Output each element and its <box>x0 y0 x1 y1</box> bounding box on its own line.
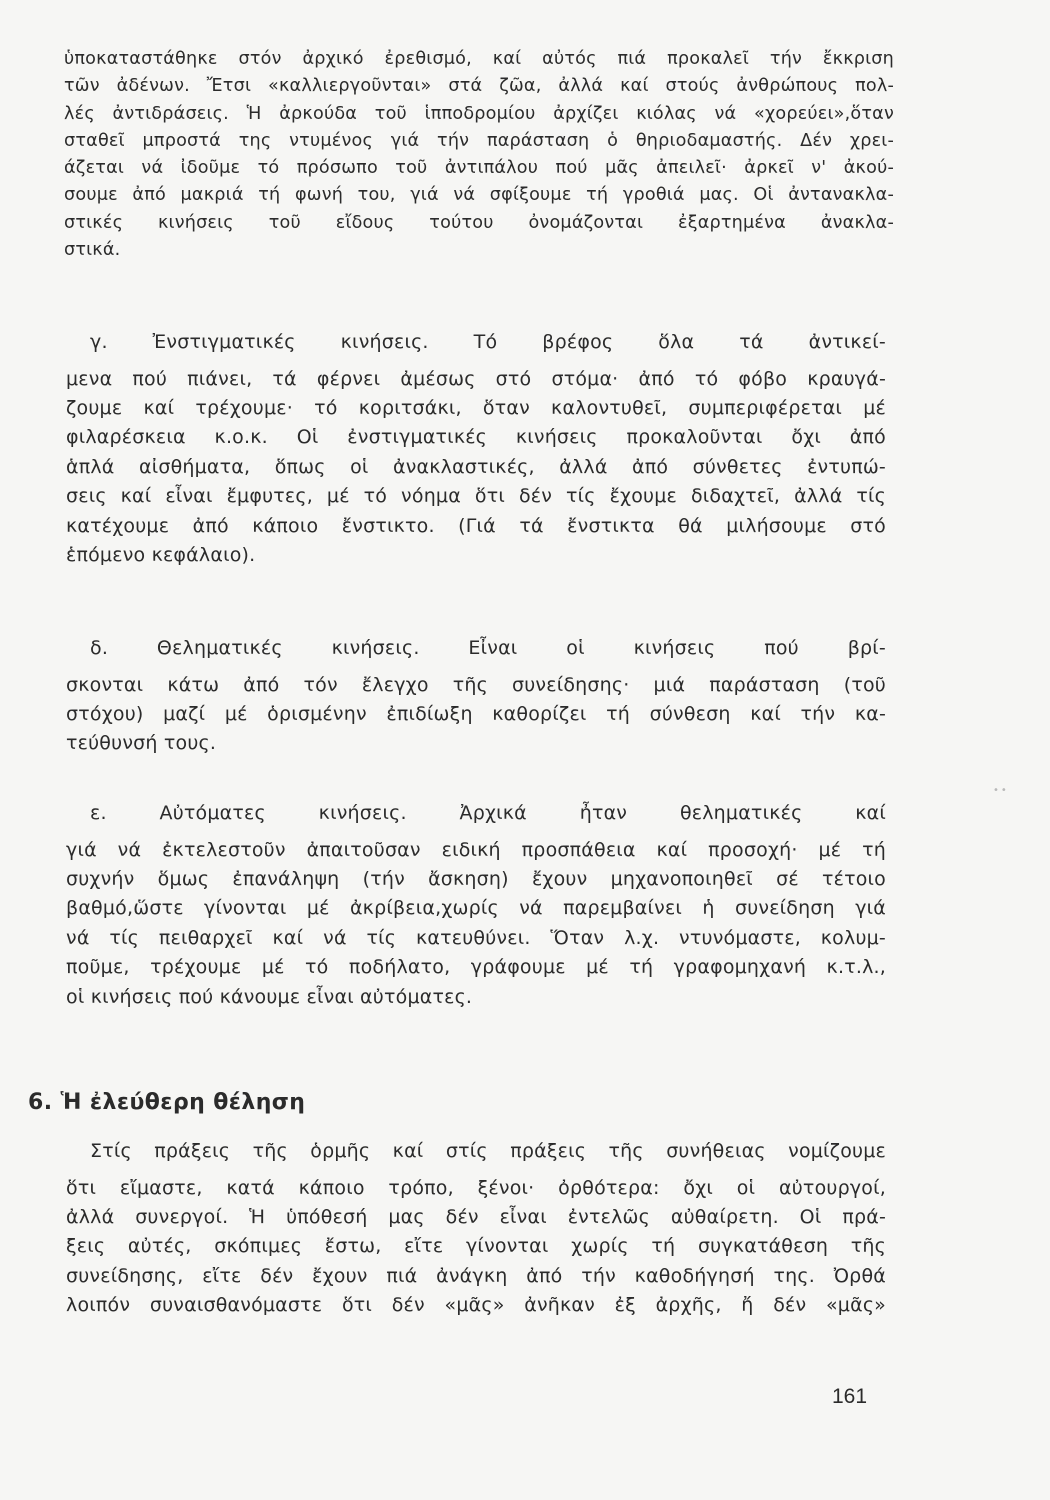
text-line: σουμε ἀπό μακριά τή φωνή του, γιά νά σφίξουμε τή γροθιά μας. Οἱ ἀντανακλα- <box>64 185 894 206</box>
paragraph-automatic-movements <box>90 795 886 824</box>
text-line: φιλαρέσκεια κ.ο.κ. Οἱ ἐνστιγματικές κινήσεις προκαλοῦνται ὄχι ἀπό <box>66 426 886 449</box>
paragraph-voluntary-movements-body <box>66 667 886 762</box>
text-line: Στίς πράξεις τῆς ὁρμῆς καί στίς πράξεις τῆς συνήθειας νομίζουμε <box>90 1140 886 1162</box>
text-line: λοιπόν συναισθανόμαστε ὅτι δέν «μᾶς» ἀνῆκαν ἐξ ἀρχῆς, ἤ δέν «μᾶς» <box>66 1294 886 1317</box>
text-line: συχνήν ὅμως ἐπανάληψη (τήν ἄσκηση) ἔχουν μηχανοποιηθεῖ σέ τέτοιο <box>66 867 886 890</box>
paragraph-voluntary-movements <box>90 630 886 659</box>
text-line: ποῦμε, τρέχουμε μέ τό ποδήλατο, γράφουμε μέ τή γραφομηχανή κ.τ.λ., <box>66 956 886 979</box>
text-line: ὑποκαταστάθηκε στόν ἀρχικό ἐρεθισμό, καί αὐτός πιά προκαλεῖ τήν ἔκκριση <box>64 49 894 69</box>
section-heading: 6. Ἡ ἐλεύθερη θέληση <box>28 1090 306 1115</box>
section-lead-line: δ. Θεληματικές κινήσεις. Εἶναι οἱ κινήσεις πού βρί- <box>90 637 886 659</box>
margin-mark-decoration: •• <box>993 785 1009 796</box>
paragraph-instinctive-movements-body <box>66 361 886 574</box>
text-line: στόχου) μαζί μέ ὁρισμένην ἐπιδίωξη καθορίζει τή σύνθεση καί τήν κα- <box>66 702 886 725</box>
text-line: τεύθυνσή τους. <box>66 732 217 755</box>
page-number: 161 <box>832 1385 868 1408</box>
text-line: άζεται νά ἰδοῦμε τό πρόσωπο τοῦ ἀντιπάλου πού μᾶς ἀπειλεῖ· ἀρκεῖ ν' ἀκού- <box>64 158 894 179</box>
text-line: ἁπλά αἰσθήματα, ὅπως οἱ ἀνακλαστικές, ἀλλά ἀπό σύνθετες ἐντυπώ- <box>66 455 886 478</box>
text-line: στικές κινήσεις τοῦ εἴδους τούτου ὀνομάζονται ἐξαρτημένα ἀνακλα- <box>64 212 894 233</box>
section-lead-line: ε. Αὐτόματες κινήσεις. Ἀρχικά ἦταν θεληματικές καί <box>90 802 886 824</box>
text-line: σεις καί εἶναι ἔμφυτες, μέ τό νόημα ὅτι δέν τίς ἔχουμε διδαχτεῖ, ἀλλά τίς <box>66 485 886 508</box>
text-line: ἀλλά συνεργοί. Ἡ ὑπόθεσή μας δέν εἶναι ἐντελῶς αὐθαίρετη. Οἱ πρά- <box>66 1205 886 1228</box>
text-line: κατέχουμε ἀπό κάποιο ἔνστικτο. (Γιά τά ἔνστικτα θά μιλήσουμε στό <box>66 514 886 537</box>
section-lead-line: γ. Ἐνστιγματικές κινήσεις. Τό βρέφος ὅλα τά ἀντικεί- <box>90 331 886 353</box>
text-line: νά τίς πειθαρχεῖ καί νά τίς κατευθύνει. Ὅταν λ.χ. ντυνόμαστε, κολυμ- <box>66 926 886 949</box>
paragraph-conditioned-reflexes <box>64 42 894 267</box>
text-line: λές ἀντιδράσεις. Ἡ ἀρκούδα τοῦ ἱπποδρομίου ἀρχίζει κιόλας νά «χορεύει»,ὅταν <box>64 103 894 124</box>
paragraph-free-will-body <box>66 1170 886 1317</box>
text-line: μενα πού πιάνει, τά φέρνει ἀμέσως στό στόμα· ἀπό τό φόβο κραυγά- <box>66 367 886 390</box>
paragraph-automatic-movements-body <box>66 832 886 1016</box>
text-line: τῶν ἀδένων. Ἔτσι «καλλιεργοῦνται» στά ζῶα, ἀλλά καί στούς ἀνθρώπους πολ- <box>64 76 894 97</box>
text-line: συνείδησης, εἴτε δέν ἔχουν πιά ἀνάγκη ἀπό τήν καθοδήγησή της. Ὀρθά <box>66 1264 886 1287</box>
text-line: σταθεῖ μπροστά της ντυμένος γιά τήν παράσταση ὁ θηριοδαμαστής. Δέν χρει- <box>64 130 894 151</box>
text-line: στικά. <box>64 239 121 260</box>
text-line: οἱ κινήσεις πού κάνουμε εἶναι αὐτόματες. <box>66 985 473 1008</box>
text-line: σκονται κάτω ἀπό τόν ἔλεγχο τῆς συνείδησης· μιά παράσταση (τοῦ <box>66 673 886 696</box>
text-line: ζουμε καί τρέχουμε· τό κοριτσάκι, ὅταν καλοντυθεῖ, συμπεριφέρεται μέ <box>66 396 886 419</box>
paragraph-instinctive-movements <box>90 324 886 353</box>
text-line: ξεις αὐτές, σκόπιμες ἔστω, εἴτε γίνονται χωρίς τή συγκατάθεση τῆς <box>66 1235 886 1258</box>
paragraph-free-will-lead <box>90 1133 886 1162</box>
text-line: ὅτι εἴμαστε, κατά κάποιο τρόπο, ξένοι· ὀρθότερα: ὄχι οἱ αὐτουργοί, <box>66 1176 886 1199</box>
text-line: βαθμό,ὥστε γίνονται μέ ἀκρίβεια,χωρίς νά παρεμβαίνει ἡ συνείδηση γιά <box>66 897 886 920</box>
text-line: γιά νά ἐκτελεστοῦν ἀπαιτοῦσαν ειδική προσπάθεια καί προσοχή· μέ τή <box>66 838 886 861</box>
text-line: ἑπόμενο κεφάλαιο). <box>66 544 256 567</box>
